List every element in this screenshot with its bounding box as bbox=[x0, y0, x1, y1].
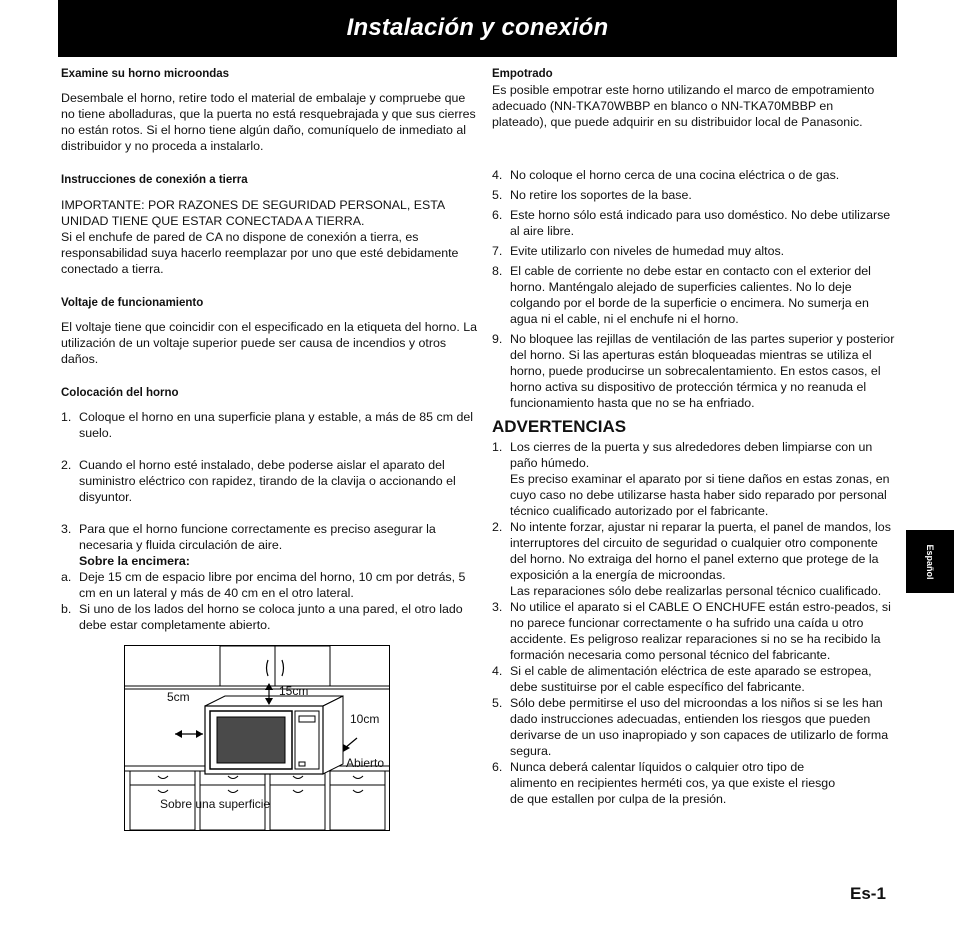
sub-list-item-letter: a. bbox=[61, 570, 72, 584]
page-number: Es-1 bbox=[850, 884, 886, 903]
list-item-text: Este horno sólo está indicado para uso doméstico. No debe utilizarse al aire libre. bbox=[510, 208, 891, 238]
warning-item bbox=[492, 759, 897, 807]
sub-list-item-text: Deje 15 cm de espacio libre por encima del horno, 10 cm por detrás, 5 cm en un lateral y más de 40 cm en el otro lateral. bbox=[79, 570, 466, 600]
list-item-text: No bloquee las rejillas de ventilación de las partes superior y posterior del horno. Si las aperturas están bloqueadas mientras se utiliza el horno, puede producirse un sobrecalentamiento. En estos casos, el horno activa su dispositivo de protección térmica y no reanuda el funcionamiento hasta que no se ha enfriado. bbox=[510, 332, 895, 410]
list-item-number: 9. bbox=[492, 332, 503, 346]
label-superficie: Sobre una superficie bbox=[160, 797, 271, 811]
section-title-examine: Examine su horno microondas bbox=[61, 68, 230, 80]
right-column bbox=[492, 65, 897, 807]
list-item bbox=[492, 263, 897, 327]
warning-item-text: Nunca deberá calentar líquidos o calquier otro tipo de alimento en recipientes herméti cos, ya que existe el riesgo de que estallen por culpa de la presión. bbox=[510, 760, 836, 806]
precautions-list bbox=[492, 167, 897, 411]
list-item-text: Para que el horno funcione correctamente es preciso asegurar la necesaria y fluida circulación de aire. bbox=[79, 522, 436, 552]
section-body-tierra-2: Si el enchufe de pared de CA no dispone de conexión a tierra, es responsabilidad suya hacerlo reemplazar por uno que esté debidamente conectado a tierra. bbox=[61, 230, 459, 276]
section-body-empotrado: Es posible empotrar este horno utilizando el marco de empotramiento adecuado (NN-TKA70WBBP en blanco o NN-TKA70MBBP en plateado), que puede adquirir en su distribuidor local de Panasonic. bbox=[492, 83, 875, 129]
warning-item-number: 2. bbox=[492, 520, 503, 534]
list-item bbox=[492, 207, 897, 239]
list-item-number: 8. bbox=[492, 264, 503, 278]
left-column bbox=[61, 65, 481, 633]
list-item bbox=[492, 187, 897, 203]
warning-item-number: 4. bbox=[492, 664, 503, 678]
list-item-number: 1. bbox=[61, 410, 72, 424]
list-item bbox=[492, 331, 897, 411]
warning-item-extra: Las reparaciones sólo debe realizarlas personal técnico cualificado. bbox=[510, 584, 882, 598]
sub-list-item-text: Si uno de los lados del horno se coloca junto a una pared, el otro lado debe estar completamente abierto. bbox=[79, 602, 463, 632]
language-tab bbox=[906, 530, 954, 593]
encimera-label: Sobre la encimera: bbox=[79, 554, 190, 568]
warning-item-number: 5. bbox=[492, 696, 503, 710]
label-15cm: 15cm bbox=[279, 684, 309, 698]
header-bar bbox=[58, 0, 897, 57]
warnings-title: ADVERTENCIAS bbox=[492, 417, 627, 436]
section-body-voltaje: El voltaje tiene que coincidir con el especificado en la etiqueta del horno. La utilización de un voltaje superior puede ser causa de incendios y otros daños. bbox=[61, 320, 478, 366]
list-item-number: 6. bbox=[492, 208, 503, 222]
warning-item-text: Los cierres de la puerta y sus alrededores deben limpiarse con un paño húmedo. bbox=[510, 440, 873, 470]
label-5cm: 5cm bbox=[167, 690, 190, 704]
list-item-text: El cable de corriente no debe estar en contacto con el exterior del horno. Manténgalo alejado de superficies calientes. No lo deje colgando por el borde de la superficie o encimera. No sumerja en agua ni el cable, ni el enchufe ni el horno. bbox=[510, 264, 871, 326]
sub-list-item-letter: b. bbox=[61, 602, 72, 616]
list-item bbox=[61, 521, 481, 569]
colocacion-list bbox=[61, 409, 481, 569]
warning-item-text: Sólo debe permitirse el uso del microondas a los niños si se les han dado instrucciones adecuadas, entienden los riesgos que pueden derivarse de un uso inapropiado y son capaces de utilizarlo de forma segura. bbox=[510, 696, 889, 758]
warning-item-number: 3. bbox=[492, 600, 503, 614]
page-title: Instalación y conexión bbox=[346, 14, 609, 41]
list-item-number: 2. bbox=[61, 458, 72, 472]
warning-item-text: Si el cable de alimentación eléctrica de este aparado se estropea, debe sustituirse por el cable específico del fabricante. bbox=[510, 664, 872, 694]
sub-list-item bbox=[61, 601, 481, 633]
list-item-text: No retire los soportes de la base. bbox=[510, 188, 692, 202]
section-title-colocacion: Colocación del horno bbox=[61, 387, 179, 399]
list-item bbox=[492, 243, 897, 259]
warning-item-text: No intente forzar, ajustar ni reparar la puerta, el panel de mandos, los interruptores del circuito de seguridad o cualquier otro componente del horno. No extraiga del horno el panel externo que protege de la exposición a la energía de microondas. bbox=[510, 520, 891, 582]
warning-item bbox=[492, 519, 897, 599]
warnings-list bbox=[492, 439, 897, 807]
warning-item bbox=[492, 695, 897, 759]
section-title-empotrado: Empotrado bbox=[492, 68, 553, 80]
sub-list-item bbox=[61, 569, 481, 601]
encimera-sublist bbox=[61, 569, 481, 633]
list-item bbox=[492, 167, 897, 183]
label-abierto: Abierto bbox=[346, 756, 385, 770]
list-item-number: 3. bbox=[61, 522, 72, 536]
list-item-text: Evite utilizarlo con niveles de humedad muy altos. bbox=[510, 244, 785, 258]
warning-item-number: 1. bbox=[492, 440, 503, 454]
list-item-number: 4. bbox=[492, 168, 503, 182]
warning-item bbox=[492, 439, 897, 519]
oven-placement-illustration bbox=[124, 645, 390, 831]
section-title-voltaje: Voltaje de funcionamiento bbox=[61, 297, 204, 309]
warning-item-number: 6. bbox=[492, 760, 503, 774]
list-item-number: 5. bbox=[492, 188, 503, 202]
warning-item bbox=[492, 663, 897, 695]
list-item bbox=[61, 409, 481, 441]
language-tab-label: Español bbox=[925, 544, 935, 580]
list-item bbox=[61, 457, 481, 505]
list-item-text: No coloque el horno cerca de una cocina eléctrica o de gas. bbox=[510, 168, 840, 182]
section-title-tierra: Instrucciones de conexión a tierra bbox=[61, 174, 248, 186]
list-item-text: Cuando el horno esté instalado, debe poderse aislar el aparato del suministro eléctrico con rapidez, tirando de la clavija o accionando el disyuntor. bbox=[79, 458, 456, 504]
warning-item bbox=[492, 599, 897, 663]
section-body-examine: Desembale el horno, retire todo el material de embalaje y compruebe que no tiene abolladuras, que la puerta no está resquebrajada y que sus cierres no están rotos. Si el horno tiene algún daño, comuníquelo de inmediato al distribuidor y no proceda a instalarlo. bbox=[61, 91, 476, 153]
list-item-number: 7. bbox=[492, 244, 503, 258]
section-body-tierra-1: IMPORTANTE: POR RAZONES DE SEGURIDAD PERSONAL, ESTA UNIDAD TIENE QUE ESTAR CONECTADA A TIERRA. bbox=[61, 198, 445, 228]
warning-item-extra: Es preciso examinar el aparato por si tiene daños en estas zonas, en cuyo caso no debe utilizarse hasta haber sido reparado por personal técnico cualificado autorizado por el fabricante. bbox=[510, 472, 890, 518]
list-item-text: Coloque el horno en una superficie plana y estable, a más de 85 cm del suelo. bbox=[79, 410, 473, 440]
label-10cm: 10cm bbox=[350, 712, 380, 726]
warning-item-text: No utilice el aparato si el CABLE O ENCHUFE están estro-peados, si no parece funcionar correctamente o ha sufrido una caída u otro accidente. Es peligroso realizar reparaciones si no se ha recibido la formación necesaria como personal técnico del fabricante. bbox=[510, 600, 891, 662]
